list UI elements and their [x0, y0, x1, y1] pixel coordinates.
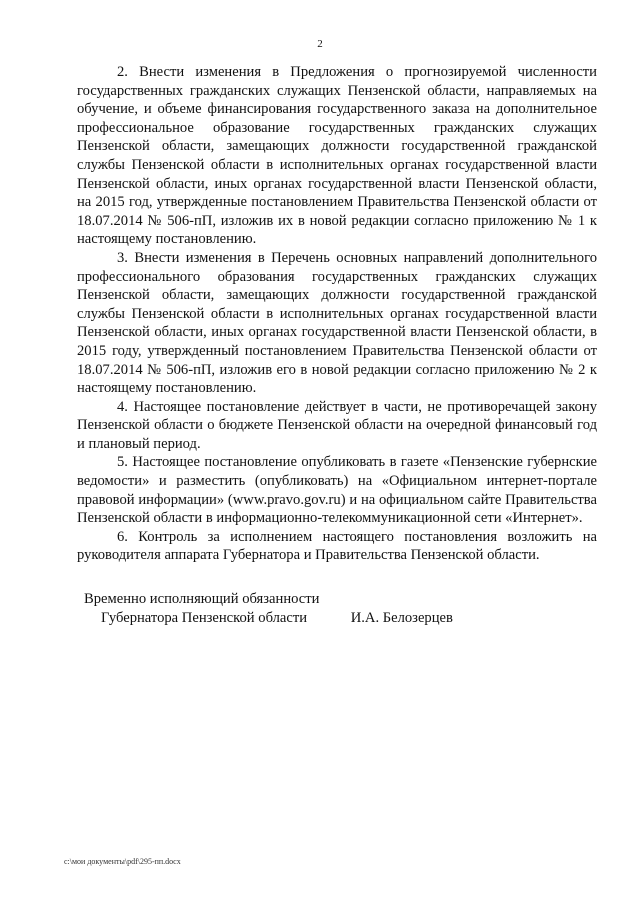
page-number: 2 — [317, 38, 323, 50]
paragraph-item-6: 6. Контроль за исполнением настоящего постановления возложить на руководителя аппарата Губернатора и Правительства Пензенской области. — [77, 528, 597, 564]
signatory-name: И.А. Белозерцев — [350, 609, 453, 626]
paragraph-item-3: 3. Внести изменения в Перечень основных направлений дополнительного профессионального образования государственных гражданских служащих Пензенской области, замещающих должности государственной гражданской службы Пензенской области в исполнительных органах государственной власти Пензенской области, иных органах государственной власти Пензенской области, в 2015 году, утвержденный постановлением Правительства Пензенской области от 18.07.2014 № 506-пП, изложив его в новой редакции согласно приложению № 2 к настоящему постановлению. — [77, 249, 597, 397]
document-body — [77, 63, 597, 565]
signatory-position-line1: Временно исполняющий обязанности — [84, 591, 320, 607]
paragraph-item-4: 4. Настоящее постановление действует в части, не противоречащей закону Пензенской области о бюджете Пензенской области на очередной финансовый год и плановый период. — [77, 398, 597, 452]
footer-file-path: c:\мои документы\pdf\295-пп.docx — [64, 857, 181, 866]
signature-block — [84, 590, 544, 627]
signatory-position-line2: Губернатора Пензенской области — [101, 609, 308, 626]
signature-row — [84, 609, 544, 628]
paragraph-item-2: 2. Внести изменения в Предложения о прогнозируемой численности государственных гражданских служащих Пензенской области, направляемых на обучение, и объеме финансирования государственного заказа на дополнительное профессиональное образование государственных гражданских служащих Пензенской области, замещающих должности государственной гражданской службы Пензенской области в исполнительных органах государственной власти Пензенской области, иных органах государственной власти Пензенской области, на 2015 год, утвержденные постановлением Правительства Пензенской области от 18.07.2014 № 506-пП, изложив их в новой редакции согласно приложению № 1 к настоящему постановлению. — [77, 64, 597, 248]
paragraph-item-5: 5. Настоящее постановление опубликовать в газете «Пензенские губернские ведомости» и разместить (опубликовать) на «Официальном интернет-портале правовой информации» (www.pravo.gov.ru) и на официальном сайте Правительства Пензенской области в информационно-телекоммуникационной сети «Интернет». — [77, 454, 597, 527]
